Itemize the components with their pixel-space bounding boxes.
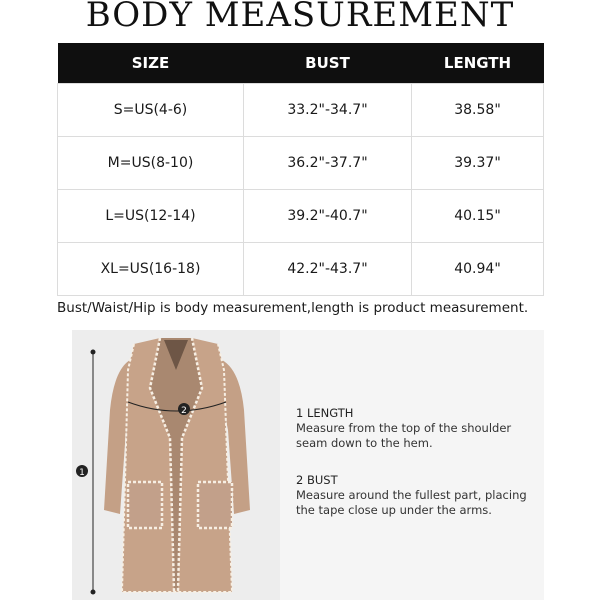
size-cell: S=US(4-6) [58,84,244,137]
length-arrow-top [91,350,96,355]
size-table [57,43,544,296]
length-cell: 38.58" [412,84,544,137]
measurement-note: Bust/Waist/Hip is body measurement,length is product measurement. [57,300,529,316]
header-size: SIZE [58,43,244,84]
size-cell: M=US(8-10) [58,137,244,190]
instruction-length [296,406,536,451]
coat-illustration [72,330,280,600]
instruction-bust-line: Measure around the fullest part, placing [296,488,527,502]
header-length: LENGTH [412,43,544,84]
page-title: BODY MEASUREMENT [85,0,515,30]
instruction-bust-line: the tape close up under the arms. [296,503,492,517]
length-cell: 39.37" [412,137,544,190]
length-marker-label: 1 [79,468,85,478]
table-row [58,190,544,243]
instruction-length-heading: 1 LENGTH [296,406,354,420]
length-cell: 40.94" [412,243,544,296]
bust-cell: 36.2"-37.7" [244,137,412,190]
length-cell: 40.15" [412,190,544,243]
bust-cell: 39.2"-40.7" [244,190,412,243]
instruction-length-line: Measure from the top of the shoulder [296,421,512,435]
left-pocket [128,482,162,528]
bust-cell: 42.2"-43.7" [244,243,412,296]
size-cell: L=US(12-14) [58,190,244,243]
size-cell: XL=US(16-18) [58,243,244,296]
instruction-bust-heading: 2 BUST [296,473,338,487]
table-row [58,243,544,296]
right-pocket [198,482,232,528]
bust-cell: 33.2"-34.7" [244,84,412,137]
instructions-panel [280,330,544,600]
table-row [58,137,544,190]
table-row [58,84,544,137]
header-bust: BUST [244,43,412,84]
length-arrow-bottom [91,590,96,595]
instruction-length-line: seam down to the hem. [296,436,433,450]
bust-marker-label: 2 [181,406,187,416]
instruction-bust [296,473,536,518]
table-header-row [58,43,544,84]
